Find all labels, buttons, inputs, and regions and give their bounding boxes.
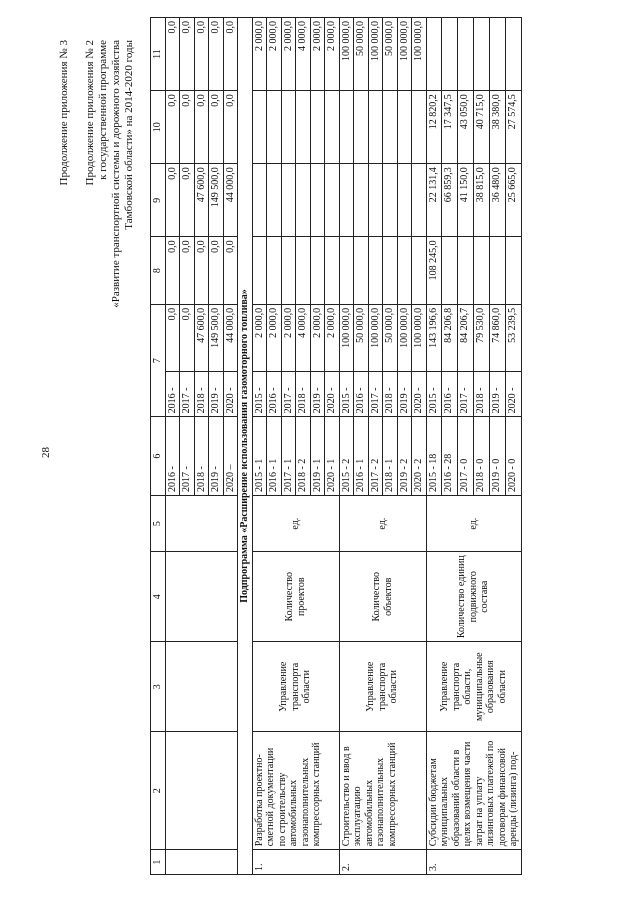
total-cell: 149 500,0 <box>209 304 224 371</box>
local-cell <box>368 91 383 164</box>
year-cell: 2019 - <box>310 372 325 417</box>
total-cell: 2 000,0 <box>252 304 267 371</box>
item-unit: ед. <box>252 496 339 552</box>
local-cell <box>281 91 296 164</box>
item-indicator: Количество единиц подвижного состава <box>426 552 521 642</box>
total-cell: 47 600,0 <box>194 304 209 371</box>
local-cell: 12 820,2 <box>426 91 442 164</box>
target-year-cell: 2020 - 1 <box>325 417 340 496</box>
year-cell: 2016 - <box>354 372 369 417</box>
target-year-cell: 2015 - 18 <box>426 417 442 496</box>
column-number: 7 <box>151 304 166 416</box>
blank-cell <box>165 850 238 875</box>
other-cell <box>505 18 521 91</box>
year-cell: 2020 - <box>505 372 521 417</box>
column-number: 1 <box>151 850 166 875</box>
target-year-cell: 2018 - <box>194 417 209 496</box>
target-year-cell: 2017 - <box>180 417 195 496</box>
local-cell <box>354 91 369 164</box>
regional-cell <box>310 164 325 237</box>
table-row <box>252 18 267 875</box>
column-number: 2 <box>151 732 166 850</box>
federal-cell <box>310 237 325 304</box>
federal-cell <box>383 237 398 304</box>
local-cell <box>296 91 311 164</box>
table-row <box>165 18 180 875</box>
regional-cell <box>296 164 311 237</box>
total-cell: 50 000,0 <box>354 304 369 371</box>
other-cell: 2 000,0 <box>325 18 340 91</box>
federal-cell: 0,0 <box>223 237 238 304</box>
header-line: Тамбовской области» на 2014-2020 годы <box>123 40 135 230</box>
target-year-cell: 2018 - 1 <box>383 417 398 496</box>
other-cell: 0,0 <box>209 18 224 91</box>
total-cell: 0,0 <box>165 304 180 371</box>
year-cell: 2018 - <box>296 372 311 417</box>
other-cell: 50 000,0 <box>354 18 369 91</box>
local-cell: 43 050,0 <box>458 91 474 164</box>
regional-cell: 36 480,0 <box>489 164 505 237</box>
regional-cell: 66 859,3 <box>442 164 458 237</box>
item-name: Разработка проектно-сметной документации по строительству автомобильных газонаполнительных компрессорных станций <box>252 732 339 850</box>
column-number: 3 <box>151 642 166 732</box>
table-row <box>426 18 442 875</box>
local-cell <box>339 91 354 164</box>
other-cell: 2 000,0 <box>281 18 296 91</box>
other-cell: 0,0 <box>223 18 238 91</box>
total-cell: 100 000,0 <box>339 304 354 371</box>
item-number: 1. <box>252 850 339 875</box>
total-cell: 84 206,7 <box>458 304 474 371</box>
column-number: 9 <box>151 164 166 237</box>
federal-cell <box>458 237 474 304</box>
year-cell: 2019 - <box>209 372 224 417</box>
year-cell: 2015 - <box>426 372 442 417</box>
year-cell: 2016 - <box>267 372 282 417</box>
other-cell: 2 000,0 <box>267 18 282 91</box>
target-year-cell: 2019 - 0 <box>489 417 505 496</box>
column-number: 5 <box>151 496 166 552</box>
year-cell: 2020 - <box>412 372 427 417</box>
federal-cell: 0,0 <box>180 237 195 304</box>
regional-cell: 0,0 <box>180 164 195 237</box>
year-cell: 2020 - <box>223 372 238 417</box>
year-cell: 2015 - <box>252 372 267 417</box>
item-executor: Управление транспорта области <box>339 642 426 732</box>
local-cell <box>412 91 427 164</box>
blank-cell <box>165 642 238 732</box>
regional-cell: 149 500,0 <box>209 164 224 237</box>
federal-cell <box>354 237 369 304</box>
other-cell: 0,0 <box>165 18 180 91</box>
target-year-cell: 2017 - 1 <box>281 417 296 496</box>
federal-cell: 0,0 <box>165 237 180 304</box>
year-cell: 2016 - <box>165 372 180 417</box>
year-cell: 2017 - <box>458 372 474 417</box>
federal-cell <box>252 237 267 304</box>
year-cell: 2015 - <box>339 372 354 417</box>
regional-cell: 41 150,0 <box>458 164 474 237</box>
page-number: 28 <box>40 447 52 458</box>
other-cell: 100 000,0 <box>339 18 354 91</box>
other-cell <box>458 18 474 91</box>
year-cell: 2018 - <box>194 372 209 417</box>
item-unit: ед. <box>426 496 521 552</box>
total-cell: 84 206,8 <box>442 304 458 371</box>
federal-cell <box>505 237 521 304</box>
regional-cell: 44 000,0 <box>223 164 238 237</box>
other-cell: 100 000,0 <box>368 18 383 91</box>
federal-cell: 0,0 <box>194 237 209 304</box>
subprogram-row <box>238 18 253 875</box>
column-number: 11 <box>151 18 166 91</box>
year-cell: 2019 - <box>489 372 505 417</box>
target-year-cell: 2016 - <box>165 417 180 496</box>
regional-cell <box>325 164 340 237</box>
local-cell <box>383 91 398 164</box>
subprogram-title: Подпрограмма «Расширение использования газомоторного топлива» <box>238 18 253 875</box>
item-number: 3. <box>426 850 521 875</box>
total-cell: 44 000,0 <box>223 304 238 371</box>
federal-cell <box>296 237 311 304</box>
item-indicator: Количество проектов <box>252 552 339 642</box>
regional-cell <box>383 164 398 237</box>
federal-cell <box>267 237 282 304</box>
header-line: «Развитие транспортной системы и дорожного хозяйства <box>110 40 122 308</box>
federal-cell: 108 245,0 <box>426 237 442 304</box>
column-number: 6 <box>151 417 166 496</box>
target-year-cell: 2017 - 0 <box>458 417 474 496</box>
column-number: 10 <box>151 91 166 164</box>
item-executor: Управление транспорта области <box>252 642 339 732</box>
target-year-cell: 2019 - 2 <box>397 417 412 496</box>
local-cell: 0,0 <box>209 91 224 164</box>
local-cell: 27 574,5 <box>505 91 521 164</box>
year-cell: 2016 - <box>442 372 458 417</box>
total-cell: 2 000,0 <box>267 304 282 371</box>
total-cell: 4 000,0 <box>296 304 311 371</box>
federal-cell <box>339 237 354 304</box>
federal-cell <box>368 237 383 304</box>
item-executor: Управление транспорта области, муниципальные образования области <box>426 642 521 732</box>
regional-cell <box>339 164 354 237</box>
federal-cell <box>412 237 427 304</box>
total-cell: 100 000,0 <box>368 304 383 371</box>
table-body <box>151 18 522 875</box>
other-cell: 100 000,0 <box>412 18 427 91</box>
other-cell: 2 000,0 <box>252 18 267 91</box>
blank-cell <box>165 732 238 850</box>
column-number: 8 <box>151 237 166 304</box>
item-number: 2. <box>339 850 426 875</box>
other-cell: 100 000,0 <box>397 18 412 91</box>
year-cell: 2018 - <box>383 372 398 417</box>
regional-cell <box>354 164 369 237</box>
item-name: Строительство и ввод в эксплуатацию автомобильных газонаполнительных компрессорных станций <box>339 732 426 850</box>
federal-cell <box>325 237 340 304</box>
total-cell: 100 000,0 <box>397 304 412 371</box>
federal-cell <box>473 237 489 304</box>
other-cell: 0,0 <box>180 18 195 91</box>
total-cell: 2 000,0 <box>310 304 325 371</box>
regional-cell: 22 131,4 <box>426 164 442 237</box>
regional-cell <box>281 164 296 237</box>
column-number-row <box>151 18 166 875</box>
column-number: 4 <box>151 552 166 642</box>
other-cell <box>473 18 489 91</box>
item-indicator: Количество объектов <box>339 552 426 642</box>
blank-cell <box>165 552 238 642</box>
other-cell: 0,0 <box>194 18 209 91</box>
federal-cell: 0,0 <box>209 237 224 304</box>
year-cell: 2018 - <box>473 372 489 417</box>
program-table <box>150 17 522 875</box>
local-cell: 0,0 <box>180 91 195 164</box>
target-year-cell: 2019 - 1 <box>310 417 325 496</box>
federal-cell <box>397 237 412 304</box>
local-cell <box>325 91 340 164</box>
target-year-cell: 2016 - 28 <box>442 417 458 496</box>
total-cell: 79 530,0 <box>473 304 489 371</box>
total-cell: 74 860,0 <box>489 304 505 371</box>
target-year-cell: 2019 - <box>209 417 224 496</box>
regional-cell <box>252 164 267 237</box>
header-line: к государственной программе <box>97 40 109 180</box>
local-cell: 0,0 <box>165 91 180 164</box>
regional-cell <box>267 164 282 237</box>
regional-cell: 47 600,0 <box>194 164 209 237</box>
local-cell: 0,0 <box>194 91 209 164</box>
regional-cell <box>368 164 383 237</box>
year-cell: 2017 - <box>281 372 296 417</box>
local-cell: 0,0 <box>223 91 238 164</box>
federal-cell <box>442 237 458 304</box>
local-cell: 40 715,0 <box>473 91 489 164</box>
regional-cell: 38 815,0 <box>473 164 489 237</box>
local-cell: 17 347,5 <box>442 91 458 164</box>
regional-cell: 25 665,0 <box>505 164 521 237</box>
total-cell: 50 000,0 <box>383 304 398 371</box>
item-name: Субсидии бюджетам муниципальных образований области в целях возмещения части затрат на уплату лизинговых платежей по договорам финансовой аренды (лизинга) под- <box>426 732 521 850</box>
target-year-cell: 2020 - 0 <box>505 417 521 496</box>
total-cell: 2 000,0 <box>325 304 340 371</box>
total-cell: 0,0 <box>180 304 195 371</box>
regional-cell <box>397 164 412 237</box>
regional-cell: 0,0 <box>165 164 180 237</box>
target-year-cell: 2015 - 2 <box>339 417 354 496</box>
blank-cell <box>165 496 238 552</box>
local-cell: 38 380,0 <box>489 91 505 164</box>
total-cell: 53 239,5 <box>505 304 521 371</box>
local-cell <box>310 91 325 164</box>
other-cell <box>442 18 458 91</box>
regional-cell <box>412 164 427 237</box>
total-cell: 143 196,6 <box>426 304 442 371</box>
year-cell: 2019 - <box>397 372 412 417</box>
target-year-cell: 2017 - 2 <box>368 417 383 496</box>
other-cell: 4 000,0 <box>296 18 311 91</box>
appendix-continuation: Продолжение приложения № 3 <box>58 40 70 186</box>
other-cell <box>489 18 505 91</box>
local-cell <box>252 91 267 164</box>
local-cell <box>267 91 282 164</box>
federal-cell <box>489 237 505 304</box>
total-cell: 2 000,0 <box>281 304 296 371</box>
total-cell: 100 000,0 <box>412 304 427 371</box>
target-year-cell: 2020 – <box>223 417 238 496</box>
other-cell <box>426 18 442 91</box>
local-cell <box>397 91 412 164</box>
item-unit: ед. <box>339 496 426 552</box>
federal-cell <box>281 237 296 304</box>
appendix-header <box>84 40 136 308</box>
other-cell: 2 000,0 <box>310 18 325 91</box>
other-cell: 50 000,0 <box>383 18 398 91</box>
header-line: Продолжение приложения № 2 <box>84 40 96 186</box>
target-year-cell: 2018 - 2 <box>296 417 311 496</box>
target-year-cell: 2018 - 0 <box>473 417 489 496</box>
table-row <box>339 18 354 875</box>
year-cell: 2020 - <box>325 372 340 417</box>
target-year-cell: 2016 - 1 <box>267 417 282 496</box>
year-cell: 2017 - <box>368 372 383 417</box>
target-year-cell: 2015 - 1 <box>252 417 267 496</box>
target-year-cell: 2016 - 1 <box>354 417 369 496</box>
year-cell: 2017 - <box>180 372 195 417</box>
target-year-cell: 2020 - 2 <box>412 417 427 496</box>
